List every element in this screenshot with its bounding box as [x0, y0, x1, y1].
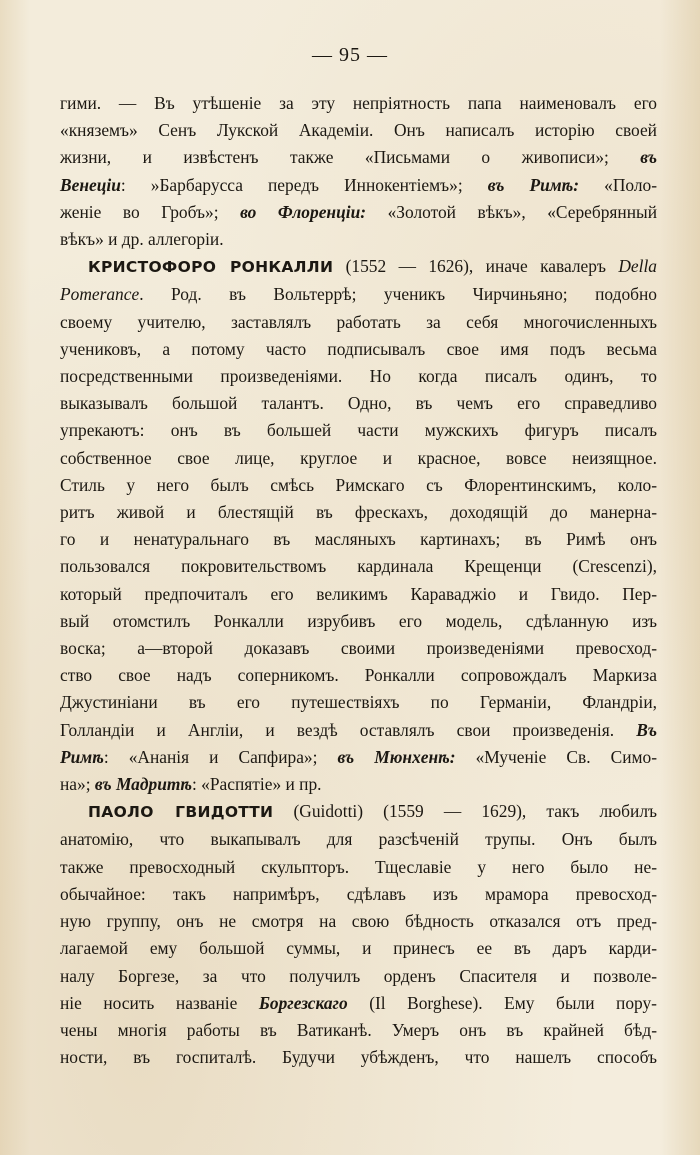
text-line — [60, 390, 657, 417]
emphasis-text: Pomerance — [60, 284, 140, 305]
emphasis-text: Римѣ — [60, 746, 104, 767]
text-span: Джустиніани въ его путешествіяхъ по Германіи, Фландріи, — [60, 692, 657, 713]
text-span: анатомію, что выкапывалъ для разсѣченій трупы. Онъ былъ — [60, 829, 657, 850]
text-line — [60, 963, 657, 990]
text-span: посредственными произведеніями. Но когда писалъ одинъ, то — [60, 366, 657, 387]
text-span: на»; — [60, 774, 95, 795]
text-span: налу Боргезе, за что получилъ орденъ Спасителя и позволе- — [60, 965, 657, 986]
text-line — [60, 662, 657, 689]
text-span: выказывалъ большой талантъ. Одно, въ чемъ его справедливо — [60, 393, 657, 414]
artist-name: ПАОЛО ГВИДОТТИ — [88, 803, 274, 822]
text-line — [60, 744, 657, 771]
text-line — [60, 499, 657, 526]
text-line — [60, 935, 657, 962]
text-span: ство свое надъ соперникомъ. Ронкалли сопровождалъ Маркиза — [60, 665, 657, 686]
body-text — [60, 90, 657, 1071]
emphasis-text: въ Мюнхенѣ: — [337, 746, 456, 767]
text-line — [60, 253, 657, 281]
text-span: вый отомстилъ Ронкалли изрубивъ его модель, сдѣланную изъ — [60, 610, 657, 631]
text-line — [60, 417, 657, 444]
text-span: ную группу, онъ не смотря на свою бѣдность отказался отъ пред- — [60, 911, 657, 932]
text-span: учениковъ, а потому часто подписывалъ свое имя подъ весьма — [60, 338, 657, 359]
text-line — [60, 90, 657, 117]
emphasis-text: Боргезскаго — [258, 992, 348, 1013]
text-line — [60, 445, 657, 472]
text-line — [60, 363, 657, 390]
text-line — [60, 771, 657, 798]
text-span: . Род. въ Вольтеррѣ; ученикъ Чирчиньяно; подобно — [139, 284, 657, 305]
text-line — [60, 309, 657, 336]
emphasis-text: Въ — [636, 719, 657, 740]
text-line — [60, 117, 657, 144]
emphasis-text: Венеціи — [60, 174, 121, 195]
text-span: гими. — Въ утѣшеніе за эту непріятность папа наименовалъ его — [60, 93, 657, 113]
page-number: — 95 — — [312, 44, 388, 66]
text-span: женіе во Гробъ»; — [60, 201, 241, 222]
text-span: жизни, и извѣстенъ также «Письмами о живописи»; — [60, 147, 641, 168]
text-line — [60, 226, 657, 253]
text-span: собственное свое лице, круглое и красное, вовсе неизящное. — [60, 447, 657, 468]
text-span: (Il Borghese). Ему были пору- — [347, 992, 657, 1013]
text-line — [60, 908, 657, 935]
text-line — [60, 689, 657, 716]
emphasis-text: въ Римѣ: — [487, 174, 580, 195]
text-span: : »Барбарусса передъ Иннокентіемъ»; — [120, 174, 488, 195]
text-span: который предпочиталъ его великимъ Караваджіо и Гвидо. Пер- — [60, 583, 657, 604]
text-span: ритъ живой и блестящій въ фрескахъ, доходящій до манерна- — [60, 502, 657, 523]
text-line — [60, 553, 657, 580]
artist-name: КРИСТОФОРО РОНКАЛЛИ — [88, 258, 334, 277]
text-span: воска; а—второй доказавъ своими произведеніями превосход- — [60, 638, 657, 659]
text-line — [60, 1017, 657, 1044]
text-span: го и ненатуральнаго въ масляныхъ картинахъ; въ Римѣ онъ — [60, 529, 657, 550]
emphasis-text: въ Мадритѣ — [94, 774, 192, 795]
text-line — [60, 798, 657, 826]
text-span: «Золотой вѣкъ», «Серебрянный — [366, 201, 658, 222]
text-line — [60, 826, 657, 853]
text-span: лагаемой ему большой суммы, и принесъ ее въ даръ карди- — [60, 938, 657, 959]
text-span: чены многія работы въ Ватиканѣ. Умеръ онъ въ крайней бѣд- — [60, 1019, 657, 1040]
text-line — [60, 199, 657, 226]
text-span: вѣкъ» и др. аллегоріи. — [60, 229, 224, 250]
text-span: «княземъ» Сенъ Лукской Академіи. Онъ написалъ исторію своей — [60, 120, 657, 141]
text-span: (1552 — 1626), иначе кавалеръ — [333, 256, 619, 277]
text-span: ніе носить названіе — [60, 992, 259, 1013]
text-span: упрекаютъ: онъ въ большей части мужскихъ фигуръ писалъ — [60, 420, 657, 441]
text-line — [60, 990, 657, 1017]
text-line — [60, 581, 657, 608]
text-line — [60, 144, 657, 171]
text-line — [60, 172, 657, 199]
text-line — [60, 336, 657, 363]
text-span: обычайное: такъ напримѣръ, сдѣлавъ изъ мрамора превосход- — [60, 883, 657, 904]
text-span: Голландіи и Англіи, и вездѣ оставлялъ свои произведенія. — [60, 719, 637, 740]
text-line — [60, 608, 657, 635]
text-span: ности, въ госпиталѣ. Будучи убѣжденъ, что нашелъ способъ — [60, 1047, 657, 1068]
text-line — [60, 635, 657, 662]
text-line — [60, 281, 657, 308]
text-span: также превосходный скульпторъ. Тщеславіе у него было не- — [60, 856, 657, 877]
text-line — [60, 881, 657, 908]
text-line — [60, 526, 657, 553]
text-span: пользовался покровительствомъ кардинала Крещенци (Crescenzi), — [60, 556, 657, 577]
text-span: своему учителю, заставлялъ работать за себя многочисленныхъ — [60, 311, 657, 332]
text-span: Стиль у него былъ смѣсь Римскаго съ Флорентинскимъ, коло- — [60, 474, 657, 495]
text-line — [60, 1044, 657, 1071]
text-line — [60, 472, 657, 499]
text-span: «Поло- — [579, 174, 658, 195]
text-span: : «Ананія и Сапфира»; — [103, 746, 338, 767]
text-span: «Мученіе Св. Симо- — [455, 746, 657, 767]
text-span: (Guidotti) (1559 — 1629), такъ любилъ — [273, 801, 657, 822]
emphasis-text: во Флоренціи: — [240, 201, 367, 222]
emphasis-text: Della — [618, 256, 657, 277]
emphasis-text: въ — [640, 147, 657, 168]
text-span: : «Распятіе» и пр. — [192, 774, 322, 795]
text-line — [60, 717, 657, 744]
text-line — [60, 854, 657, 881]
